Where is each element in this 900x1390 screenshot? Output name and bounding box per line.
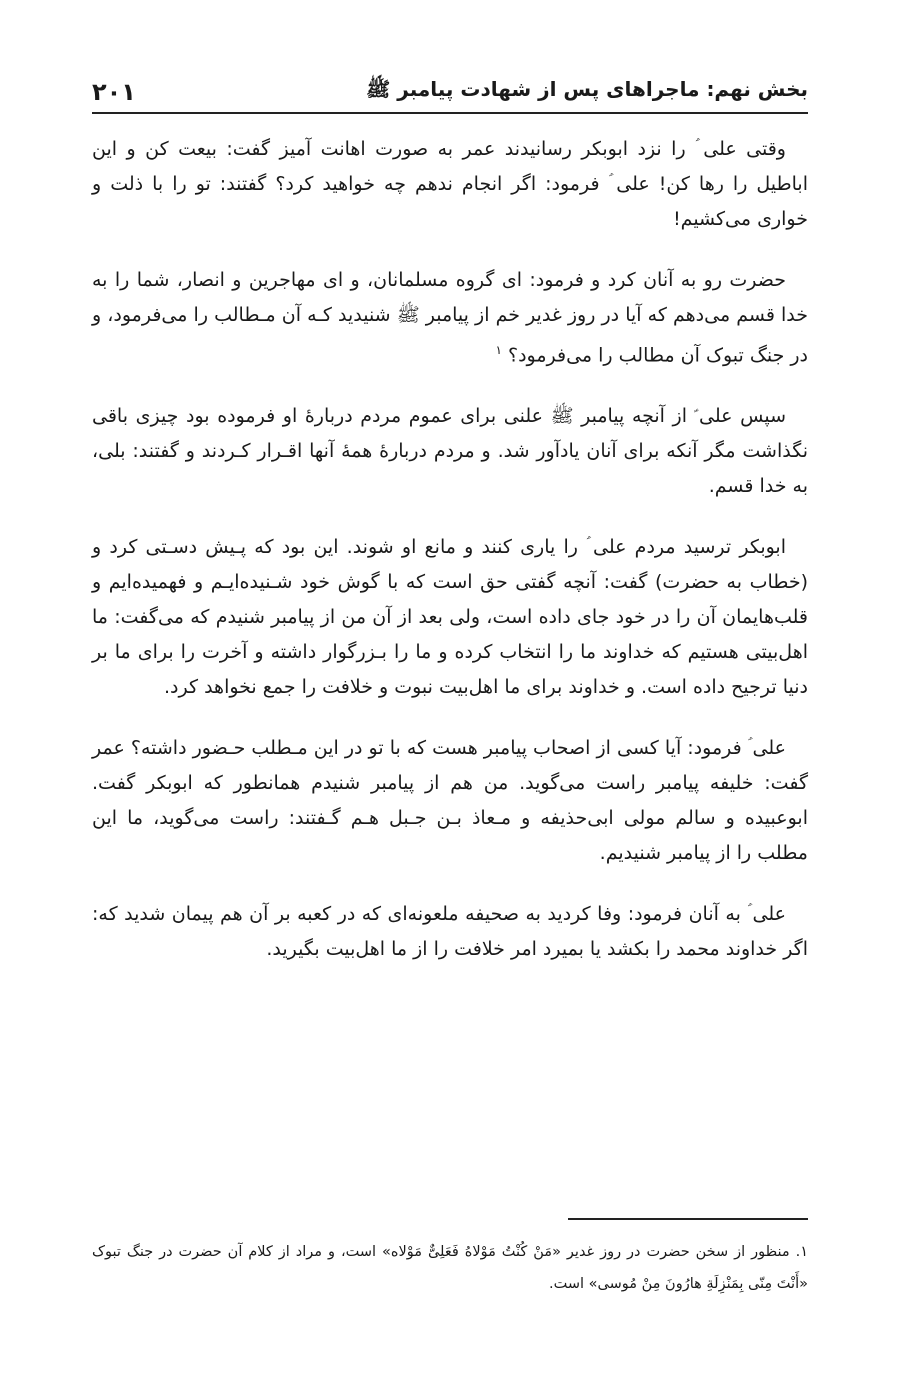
paragraph-4-text: ابوبکر ترسید مردم علی ؑ را یاری کنند و مانع او شوند. این بود که پـیش دسـتی کرد و (خطاب به حضرت) گفت: آنچه گفتی حق است که با گوش خود شـنیده‌ایـم و فهمیده‌ایم و قلب‌هایمان آن را در خود جای داده است، ولی بعد از آن من از پیامبر شنیدم که می‌گفت: ما اهل‌بیتی هستیم که خداوند ما را انتخاب کرده و ما را بـزرگوار داشته و آخرت را برای ما بر دنیا ترجیح داده است. و خداوند برای ما اهل‌بیت نبوت و خلافت را جمع نخواهد کرد. xyxy=(92,536,808,699)
paragraph-1 xyxy=(92,132,808,237)
paragraph-2 xyxy=(92,263,808,373)
footnote-marker: ۱ xyxy=(495,343,502,357)
paragraph-3-text: سپس علی ؑ از آنچه پیامبر ﷺ علنی برای عموم مردم دربارهٔ او فرموده بود چیزی باقی نگذاشت مگر آنکه برای آنان یادآور شد. و مردم دربارهٔ همهٔ آنها اقـرار کـردند و گفتند: بلی، به خدا قسم. xyxy=(92,405,808,498)
paragraph-4 xyxy=(92,530,808,705)
paragraph-6 xyxy=(92,897,808,967)
book-page xyxy=(92,62,808,993)
footnote-divider xyxy=(568,1218,808,1220)
page-body xyxy=(92,132,808,967)
paragraph-2-text: حضرت رو به آنان کرد و فرمود: ای گروه مسلمانان، و ای مهاجرین و انصار، شما را به خدا قسم می‌دهم که آیا در روز غدیر خم از پیامبر ﷺ شنیدید کـه آن مـطالب را می‌فرمود، و در جنگ تبوک آن مطالب را می‌فرمود؟ xyxy=(92,269,808,367)
page-header xyxy=(92,62,808,114)
paragraph-5 xyxy=(92,731,808,871)
page-number: ۲۰۱ xyxy=(92,78,136,106)
running-title: بخش نهم: ماجراهای پس از شهادت پیامبر ﷺ xyxy=(366,77,808,101)
paragraph-3 xyxy=(92,399,808,504)
paragraph-1-text: وقتی علی ؑ را نزد ابوبکر رسانیدند عمر به صورت اهانت آمیز گفت: بیعت کن و این اباطیل را رها کن! علی ؑ فرمود: اگر انجام ندهم چه خواهید کرد؟ گفتند: تو را با ذلت و خواری می‌کشیم! xyxy=(92,138,808,230)
footnote: ۱. منظور از سخن حضرت در روز غدیر «مَنْ کُنْتُ مَوْلاهُ فَعَلِیٌّ مَوْلاه» است، و مراد از کلام آن حضرت در جنگ تبوک «أَنْتَ مِنّی بِمَنْزِلَةِ هارُونَ مِنْ مُوسی» است. xyxy=(92,1244,808,1292)
paragraph-5-text: علی ؑ فرمود: آیا کسی از اصحاب پیامبر هست که با تو در این مـطلب حـضور داشته؟ عمر گفت: خلیفه پیامبر راست می‌گوید. من هم از پیامبر شنیدم همانطور که ابوبکر گفت. ابوعبیده و سالم مولی ابی‌حذیفه و مـعاذ بـن جـبل هـم گـفتند: راست می‌گوید، ما این مطلب را از پیامبر شنیدیم. xyxy=(92,737,808,865)
paragraph-6-text: علی ؑ به آنان فرمود: وفا کردید به صحیفه ملعونه‌ای که در کعبه بر آن هم پیمان شدید که: اگر خداوند محمد را بکشد یا بمیرد امر خلافت را از ما اهل‌بیت بگیرید. xyxy=(92,903,808,961)
